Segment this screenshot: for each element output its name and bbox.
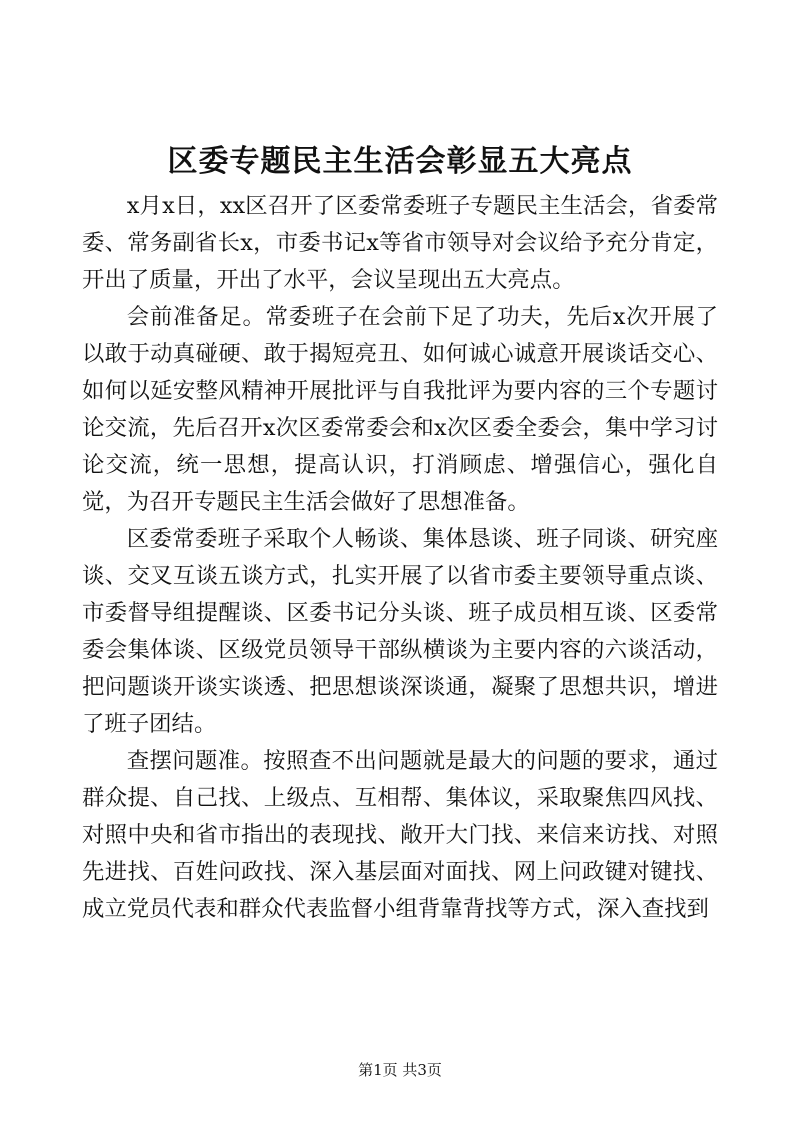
document-title: 区委专题民主生活会彰显五大亮点	[167, 144, 633, 179]
document-body	[82, 188, 718, 928]
paragraph-talks: 区委常委班子采取个人畅谈、集体恳谈、班子同谈、研究座谈、交叉互谈五谈方式，扎实开展了以省市委主要领导重点谈、市委督导组提醒谈、区委书记分头谈、班子成员相互谈、区委常委会集体谈、区级党员领导干部纵横谈为主要内容的六谈活动，把问题谈开谈实谈透、把思想谈深谈通，凝聚了思想共识，增进了班子团结。	[82, 526, 718, 737]
page-number-footer: 第1页 共3页	[358, 1061, 442, 1079]
paragraph-preparation: 会前准备足。常委班子在会前下足了功夫，先后x次开展了以敢于动真碰硬、敢于揭短亮丑、如何诚心诚意开展谈话交心、如何以延安整风精神开展批评与自我批评为要内容的三个专题讨论交流，先后召开x次区委常委会和x次区委全委会，集中学习讨论交流，统一思想，提高认识，打消顾虑、增强信心，强化自觉，为召开专题民主生活会做好了思想准备。	[82, 304, 718, 515]
paragraph-intro: x月x日，xx区召开了区委常委班子专题民主生活会，省委常委、常务副省长x，市委书记x等省市领导对会议给予充分肯定，开出了质量，开出了水平，会议呈现出五大亮点。	[82, 193, 718, 293]
paragraph-problems: 查摆问题准。按照查不出问题就是最大的问题的要求，通过群众提、自己找、上级点、互相帮、集体议，采取聚焦四风找、对照中央和省市指出的表现找、敞开大门找、来信来访找、对照先进找、百姓问政找、深入基层面对面找、网上问政键对键找、成立党员代表和群众代表监督小组背靠背找等方式，深入查找到	[82, 748, 718, 922]
